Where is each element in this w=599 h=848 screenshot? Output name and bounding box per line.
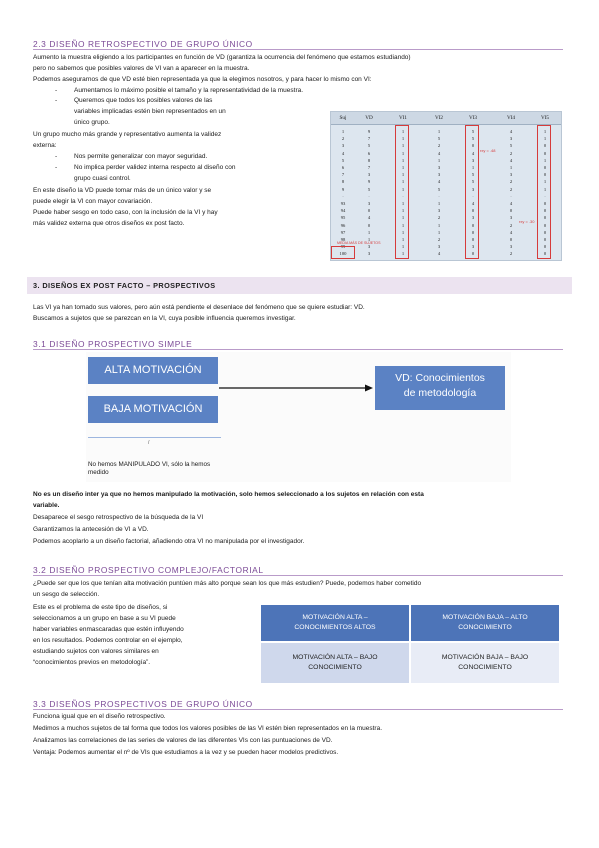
bullet-text: variables implicadas estén bien representados en un <box>74 108 226 115</box>
table-cell: 4 <box>437 179 441 185</box>
table-cell: 1 <box>401 136 405 142</box>
table-cell: 4 <box>471 150 475 156</box>
paragraph-line: Medimos a muchos sujetos de tal forma que todos los valores posibles de las VI estén bien representados en la muestra. <box>33 725 383 732</box>
table-header-cell: VI5 <box>540 115 550 121</box>
table-cell: 0 <box>471 143 475 149</box>
table-cell: 1 <box>401 215 405 221</box>
table-cell: 6 <box>367 150 371 156</box>
box-baja-motivacion: BAJA MOTIVACIÓN <box>88 396 218 423</box>
table-cell: 0 <box>543 143 547 149</box>
table-column-vd <box>362 128 376 258</box>
table-cell: 7 <box>367 165 371 171</box>
paragraph-line: Buscamos a sujetos que se parezcan en la VI, cuya posible influencia queremos investigar. <box>33 315 296 322</box>
table-cell: 4 <box>471 201 475 207</box>
table-cell: 5 <box>367 186 371 192</box>
bold-paragraph-line: variable. <box>33 502 60 509</box>
cell-text <box>411 613 559 633</box>
table-cell: 1 <box>437 201 441 207</box>
table-cell: 0 <box>543 229 547 235</box>
paragraph-line: Garantizamos la antecesión de VI a VD. <box>33 526 149 533</box>
table-cell: 4 <box>437 150 441 156</box>
table-cell: 5 <box>437 136 441 142</box>
table-cell: 1 <box>401 186 405 192</box>
table-cell: 5 <box>471 136 475 142</box>
data-table <box>330 111 562 261</box>
table-cell: 0 <box>543 201 547 207</box>
table-cell: 3 <box>437 208 441 214</box>
table-cell: 1 <box>401 165 405 171</box>
table-cell: 1 <box>437 222 441 228</box>
paragraph-line: “conocimientos previos en metodología”. <box>33 659 151 666</box>
table-cell: 1 <box>401 129 405 134</box>
paragraph-line: Las VI ya han tomado sus valores, pero aún está pendiente el desenlace del fenómeno que se quiere estudiar: VD. <box>33 304 365 311</box>
table-cell: 3 <box>367 251 371 257</box>
table-cell: · <box>368 193 370 199</box>
table-cell: 2 <box>437 215 441 221</box>
table-cell: 9 <box>367 129 371 134</box>
section-rule <box>33 709 563 710</box>
table-cell: 4 <box>437 251 441 257</box>
arrow-icon <box>215 382 375 394</box>
bullet-text: Aumentamos lo máximo posible el tamaño y la representatividad de la muestra. <box>74 87 304 94</box>
bullet-dash: - <box>55 164 58 171</box>
bullet-text: grupo cuasi control. <box>74 175 131 182</box>
table-cell: 1 <box>401 222 405 228</box>
correlation-note: rxy = .30 <box>519 219 535 224</box>
table-cell: 2 <box>509 150 513 156</box>
highlight-box <box>537 125 551 259</box>
table-cell: 1 <box>543 157 547 163</box>
table-cell: 1 <box>367 237 371 243</box>
box-alta-motivacion: ALTA MOTIVACIÓN <box>88 357 218 384</box>
factorial-table <box>261 605 559 683</box>
table-cell: 8 <box>341 179 345 185</box>
table-cell: 1 <box>437 229 441 235</box>
table-header <box>331 112 561 125</box>
paragraph-line: Ventaja: Podemos aumentar el nº de VIs que estudiamos a la vez y se pueden hacer modelos predictivos. <box>33 749 339 756</box>
paragraph-line: Aumento la muestra eligiendo a los participantes en función de VD (garantiza la ocurrencia del fenómeno que estamos estudiando) <box>33 54 411 61</box>
bullet-text: Nos permite generalizar con mayor seguridad. <box>74 153 208 160</box>
section-heading-2-3: 2.3 DISEÑO RETROSPECTIVO DE GRUPO ÚNICO <box>33 39 253 49</box>
table-cell: 1 <box>437 157 441 163</box>
table-cell: 1 <box>401 179 405 185</box>
table-cell: 4 <box>509 229 513 235</box>
section-heading-3: 3. DISEÑOS EX POST FACTO – PROSPECTIVOS <box>33 281 216 290</box>
table-note: MEDIA MÁS DE SUJETOS <box>337 241 381 245</box>
table-cell: 0 <box>543 150 547 156</box>
table-cell: 5 <box>471 179 475 185</box>
table-cell: 0 <box>543 251 547 257</box>
cell-line: CONOCIMIENTO <box>308 664 362 671</box>
table-cell: 94 <box>340 208 346 214</box>
paragraph-line: seleccionamos a un grupo en base a su VI puede <box>33 615 176 622</box>
table-cell: 4 <box>509 129 513 134</box>
bold-paragraph-line: No es un diseño inter ya que no hemos manipulado la motivación, solo hemos seleccionado a los sujetos en relación con esta <box>33 491 424 498</box>
section-rule <box>33 49 563 50</box>
cell-line: MOTIVACIÓN BAJA – ALTO <box>442 614 528 621</box>
table-cell: 0 <box>543 208 547 214</box>
table-cell: 98 <box>340 237 346 243</box>
table-cell: 0 <box>471 229 475 235</box>
bullet-text: Queremos que todos los posibles valores de las <box>74 97 213 104</box>
highlight-box <box>331 246 355 259</box>
table-cell: 1 <box>543 136 547 142</box>
table-cell: 0 <box>509 237 513 243</box>
table-header-cell: VI1 <box>398 115 408 121</box>
table-cell: 5 <box>341 157 345 163</box>
table-cell: 6 <box>341 165 345 171</box>
table-cell: 3 <box>509 136 513 142</box>
cell-line: MOTIVACIÓN ALTA – <box>302 614 368 621</box>
table-cell: 8 <box>367 157 371 163</box>
table-cell: 1 <box>401 172 405 178</box>
cell-line: MOTIVACIÓN BAJA – BAJO <box>441 654 529 661</box>
paragraph-line: pero no sabemos que posibles valores de VI van a aparecer en la muestra. <box>33 65 250 72</box>
table-cell: 1 <box>437 129 441 134</box>
bullet-text: único grupo. <box>74 119 110 126</box>
table-cell: 1 <box>543 179 547 185</box>
section-heading-3-3: 3.3 DISEÑOS PROSPECTIVOS DE GRUPO ÚNICO <box>33 699 253 709</box>
table-header-cell: VI4 <box>506 115 516 121</box>
table-cell: 1 <box>401 143 405 149</box>
paragraph-line: Puede haber sesgo en todo caso, con la inclusión de la VI y hay <box>33 209 218 216</box>
table-cell: 5 <box>471 172 475 178</box>
section-rule <box>33 575 563 576</box>
table-cell: · <box>438 193 440 199</box>
table-cell: 4 <box>341 150 345 156</box>
table-cell: 2 <box>437 143 441 149</box>
table-cell: 2 <box>509 179 513 185</box>
table-cell: 3 <box>471 215 475 221</box>
table-cell: · <box>510 193 512 199</box>
table-cell: 1 <box>401 150 405 156</box>
paragraph-line: más validez externa que otros diseños ex post facto. <box>33 220 185 227</box>
paragraph-line: un sesgo de selección. <box>33 591 100 598</box>
table-cell: 0 <box>367 222 371 228</box>
bullet-dash: - <box>55 153 58 160</box>
highlight-box <box>465 125 479 259</box>
table-cell: 3 <box>367 244 371 250</box>
table-cell: 3 <box>471 157 475 163</box>
table-cell: 1 <box>401 208 405 214</box>
box-vd-conocimientos <box>375 366 505 410</box>
paragraph-line: ¿Puede ser que los que tenían alta motivación puntúen más alto porque sean los que más estudien? Puede, podemos haber cometido <box>33 580 422 587</box>
table-cell: 95 <box>340 215 346 221</box>
table-cell: 3 <box>509 215 513 221</box>
section-heading-3-1: 3.1 DISEÑO PROSPECTIVO SIMPLE <box>33 339 193 349</box>
table-cell: 4 <box>509 157 513 163</box>
paragraph-line: haber variables enmascaradas que estén influyendo <box>33 626 184 633</box>
table-column-suj <box>336 128 350 258</box>
paragraph-line: Podemos acoplarlo a un diseño factorial, añadiendo otra VI no manipulada por el investigador. <box>33 538 305 545</box>
table-cell: 3 <box>437 165 441 171</box>
table-cell: 0 <box>471 222 475 228</box>
cell-text <box>261 613 409 633</box>
table-cell: 1 <box>471 165 475 171</box>
table-cell: 2 <box>509 251 513 257</box>
correlation-note: rxy = .48 <box>480 148 496 153</box>
table-header-cell: VI2 <box>434 115 444 121</box>
table-cell: · <box>544 193 546 199</box>
table-cell: 2 <box>509 222 513 228</box>
table-cell: 1 <box>543 186 547 192</box>
section-heading-3-2: 3.2 DISEÑO PROSPECTIVO COMPLEJO/FACTORIAL <box>33 565 264 575</box>
table-cell: 0 <box>471 237 475 243</box>
bullet-dash: - <box>55 87 58 94</box>
bullet-text: No implica perder validez interna respecto al diseño con <box>74 164 236 171</box>
table-cell: 9 <box>341 186 345 192</box>
table-cell: 93 <box>340 201 346 207</box>
table-cell: 3 <box>341 143 345 149</box>
table-cell: · <box>472 193 474 199</box>
table-header-cell: VD <box>365 115 373 121</box>
table-cell: 3 <box>509 244 513 250</box>
bullet-dash: - <box>55 97 58 104</box>
highlight-box <box>395 125 409 259</box>
table-cell: 3 <box>471 186 475 192</box>
table-cell: 4 <box>509 201 513 207</box>
table-cell: 1 <box>509 165 513 171</box>
divider <box>88 437 221 438</box>
paragraph-line: Desaparece el sesgo retrospectivo de la búsqueda de la VI <box>33 514 204 521</box>
table-cell: 5 <box>471 129 475 134</box>
table-cell: 97 <box>340 229 346 235</box>
table-cell: 1 <box>341 129 345 134</box>
table-cell: 0 <box>543 215 547 221</box>
box-line: de metodología <box>403 387 477 399</box>
tick-mark: / <box>148 440 150 446</box>
table-cell: 96 <box>340 222 346 228</box>
table-cell: 2 <box>509 186 513 192</box>
table-cell: 3 <box>367 201 371 207</box>
table-cell: 1 <box>401 157 405 163</box>
paragraph-line: externa: <box>33 142 57 149</box>
cell-text <box>261 653 409 673</box>
paragraph-line: Analizamos las correlaciones de las series de valores de las diferentes VIs con las puntuaciones de VD. <box>33 737 333 744</box>
table-cell: 0 <box>543 244 547 250</box>
table-cell: 1 <box>543 129 547 134</box>
table-cell: 5 <box>509 143 513 149</box>
table-cell: 3 <box>509 172 513 178</box>
table-cell: 2 <box>437 237 441 243</box>
paragraph-line: Funciona igual que en el diseño retrospectivo. <box>33 713 166 720</box>
table-cell: 0 <box>471 251 475 257</box>
table-cell: · <box>402 193 404 199</box>
table-cell: 7 <box>341 172 345 178</box>
box-line: VD: Conocimientos <box>395 372 485 384</box>
paragraph-line: en los resultados. Podemos controlar en el ejemplo, <box>33 637 183 644</box>
paragraph-line: estudiando sujetos con valores similares en <box>33 648 159 655</box>
table-cell: 99 <box>340 244 346 250</box>
paragraph-line: Este es el problema de este tipo de diseños, si <box>33 604 168 611</box>
table-cell: 5 <box>437 186 441 192</box>
table-cell: · <box>342 193 344 199</box>
table-cell: 3 <box>367 172 371 178</box>
table-cell: 7 <box>367 136 371 142</box>
table-cell: 0 <box>543 165 547 171</box>
table-cell: 1 <box>401 251 405 257</box>
paragraph-line: En este diseño la VD puede tomar más de un único valor y se <box>33 187 212 194</box>
table-cell: 1 <box>401 244 405 250</box>
diagram-note: medido <box>88 469 109 476</box>
cell-line: CONOCIMIENTO <box>458 664 512 671</box>
table-cell: 0 <box>543 222 547 228</box>
paragraph-line: Un grupo mucho más grande y representativo aumenta la validez <box>33 131 222 138</box>
table-column-vi2 <box>432 128 446 258</box>
table-header-cell: VI3 <box>468 115 478 121</box>
table-cell: 4 <box>367 215 371 221</box>
cell-line: CONOCIMIENTOS ALTOS <box>294 624 376 631</box>
table-cell: 5 <box>367 143 371 149</box>
table-cell: 0 <box>543 172 547 178</box>
table-cell: 0 <box>509 208 513 214</box>
table-cell: 3 <box>471 244 475 250</box>
paragraph-line: puede elegir la VI con mayor covariación. <box>33 198 153 205</box>
table-cell: 1 <box>367 229 371 235</box>
table-cell: 100 <box>339 251 347 257</box>
table-cell: 9 <box>367 179 371 185</box>
table-cell: 3 <box>437 172 441 178</box>
table-header-cell: Suj <box>339 115 347 121</box>
table-column-vi4 <box>504 128 518 258</box>
table-cell: 1 <box>401 201 405 207</box>
cell-line: MOTIVACIÓN ALTA – BAJO <box>292 654 378 661</box>
table-cell: 1 <box>401 237 405 243</box>
table-cell: 2 <box>341 136 345 142</box>
table-cell: 0 <box>471 208 475 214</box>
table-cell: 3 <box>437 244 441 250</box>
table-cell: 1 <box>401 229 405 235</box>
table-cell: 0 <box>543 237 547 243</box>
cell-text <box>411 653 559 673</box>
diagram-note: No hemos MANIPULADO VI, sólo la hemos <box>88 461 211 468</box>
paragraph-line: Podemos asegurarnos de que VD esté bien representada ya que la elegimos nosotros, y para hacer lo mismo con VI: <box>33 76 372 83</box>
cell-line: CONOCIMIENTO <box>458 624 512 631</box>
section-rule <box>33 349 563 350</box>
table-cell: 0 <box>367 208 371 214</box>
